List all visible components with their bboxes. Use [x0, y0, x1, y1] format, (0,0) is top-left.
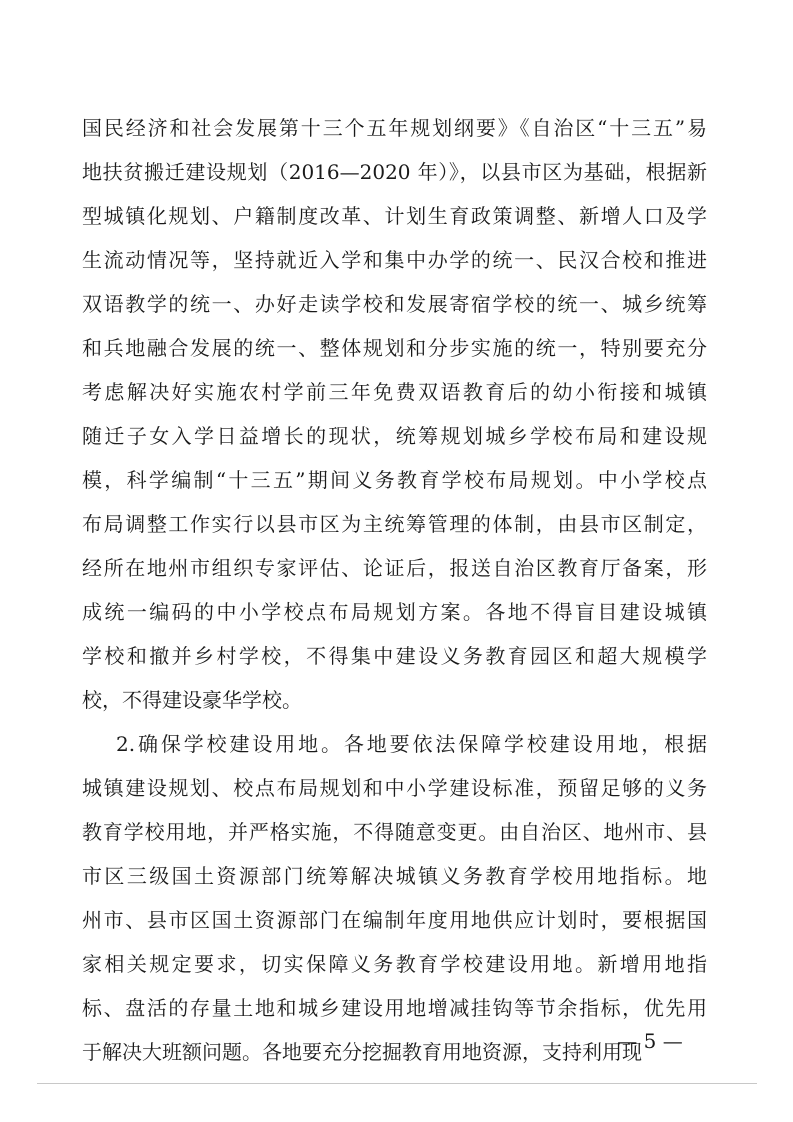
- text-line: 教育学校用地，并严格实施，不得随意变更。由自治区、地州市、县: [82, 820, 707, 844]
- text-line: 成统一编码的中小学校点布局规划方案。各地不得盲目建设城镇: [82, 600, 707, 624]
- text-line: 双语教学的统一、办好走读学校和发展寄宿学校的统一、城乡统筹: [82, 292, 707, 316]
- text-line: 学校和撤并乡村学校，不得集中建设义务教育园区和超大规模学: [82, 644, 707, 668]
- text-line: 经所在地州市组织专家评估、论证后，报送自治区教育厅备案，形: [82, 556, 707, 580]
- text-line: 考虑解决好实施农村学前三年免费双语教育后的幼小衔接和城镇: [82, 380, 707, 404]
- footer-divider: [37, 1083, 757, 1084]
- text-line: 布局调整工作实行以县市区为主统筹管理的体制，由县市区制定，: [82, 512, 707, 536]
- text-line: 型城镇化规划、户籍制度改革、计划生育政策调整、新增人口及学: [82, 204, 707, 228]
- text-line: 2.确保学校建设用地。各地要依法保障学校建设用地，根据: [116, 732, 707, 756]
- text-line: 于解决大班额问题。各地要充分挖掘教育用地资源，支持利用现: [82, 1040, 642, 1064]
- text-line: 校，不得建设豪华学校。: [82, 688, 302, 712]
- text-line: 州市、县市区国土资源部门在编制年度用地供应计划时，要根据国: [82, 908, 707, 932]
- text-line: 市区三级国土资源部门统筹解决城镇义务教育学校用地指标。地: [82, 864, 707, 888]
- text-line: 地扶贫搬迁建设规划（2016—2020 年）》，以县市区为基础，根据新: [82, 160, 707, 184]
- page-number: — 5 —: [617, 1029, 683, 1053]
- text-line: 城镇建设规划、校点布局规划和中小学建设标准，预留足够的义务: [82, 776, 707, 800]
- text-line: 随迁子女入学日益增长的现状，统筹规划城乡学校布局和建设规: [82, 424, 707, 448]
- text-line: 模，科学编制“十三五”期间义务教育学校布局规划。中小学校点: [82, 468, 707, 492]
- text-line: 国民经济和社会发展第十三个五年规划纲要》《自治区“十三五”易: [82, 116, 707, 140]
- text-line: 家相关规定要求，切实保障义务教育学校建设用地。新增用地指: [82, 952, 707, 976]
- text-line: 和兵地融合发展的统一、整体规划和分步实施的统一，特别要充分: [82, 336, 707, 360]
- text-line: 生流动情况等，坚持就近入学和集中办学的统一、民汉合校和推进: [82, 248, 707, 272]
- text-line: 标、盘活的存量土地和城乡建设用地增减挂钩等节余指标，优先用: [82, 996, 707, 1020]
